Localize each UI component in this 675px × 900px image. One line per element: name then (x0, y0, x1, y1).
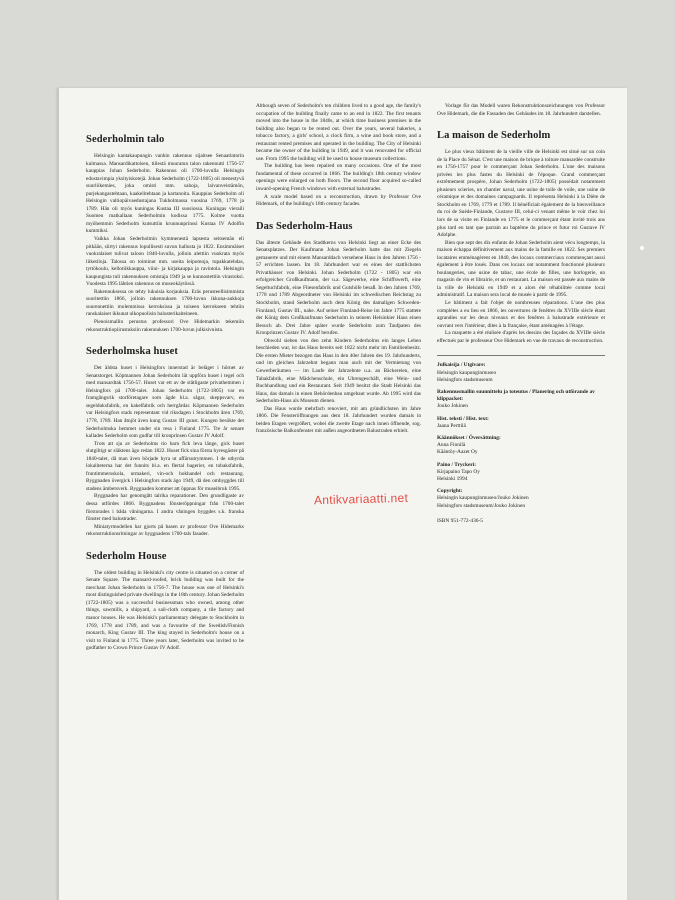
paragraph: The building has been repaired on many occasions. One of the most fundamental of these occurred in 1866. The building's 18th century window openings were enlarged on both floors. The second floor acquired so-called inward-opening French windows with external balustrades. (256, 163, 421, 193)
paragraph: Bien que sept des dix enfants de Johan Sederholm aient vécu longtemps, la maison échappa définitivement aux mains de la famille en 1822. Ses premiers locataires emménagèrent en 1840, des locaux commerciaux commençant aussi également à être loués. Dans ces locaux ont notamment fonctionné plusieurs boulangeries, une usine de tabac, une école de filles, une horlogerie, un magasin de vin et librairie, et un restaurant. La maison est passée aux mains de la ville de Helsinki en 1949 et a alors été réhabilitée comme local administratif. La maison sera local de musée à partir de 1995. (437, 239, 605, 299)
divider (437, 355, 605, 356)
paragraph: Rakennuksessa on tehty lukuisia korjauksia. Eräs perusteellisimmista suoritettiin 1866, jolloin rakennuksen 1700-luvun ikkuna-aukkoja suurennettiin molemmissa kerroksissa ja toiseen kerrokseen tehtiin ranskalaiset ikkunat ulkopuolisin balusterikaiteineen. (86, 288, 244, 318)
punch-hole (640, 246, 644, 250)
credit-label: Paino / Tryckeri: (437, 461, 477, 468)
credits (437, 362, 605, 525)
credit-value: Anna Finnilä (437, 442, 466, 449)
column-1 (86, 134, 244, 653)
paragraph: Det äldsta huset i Helsingfors innerstad är beläget i hörnet av Senatstorget. Köpmannen Johan Sederholm lät uppföra huset i tegel och med mansardtak 1756-57. Huset var ett av de ståtligaste privathemmen i Helsingfors på 1700-talet. Johan Sederholm (1722-1805) var en framgångsrik storföretagare som ägde bl.a. sågar, skeppsvarv, en segelduksfabrik, en kakelfabrik och herrgårdar. Köpmannen Sederholm var Helsingfors stads representant vid riksdagen i Stockholm åren 1769, 1778, 1789. Han åtnjöt även kung Gustav III gunst. Kungen besökte det Sederholmska hemmet under sin resa i Finland 1775. Tre år senare kallades Sederholm som gudfar till kronprinsen Gustav IV Adolf. (86, 365, 244, 440)
credit-label: Käännökset / Översättning: (437, 434, 501, 441)
watermark-text: Antikvariaatti.net (313, 490, 409, 508)
document-page (58, 88, 627, 900)
column-2 (256, 103, 421, 436)
section-swedish (86, 346, 244, 539)
credit-value: Jouko Jokinen (437, 403, 468, 410)
credit-value: Helsingfors stadsmuseum/Jouko Jokinen (437, 502, 526, 509)
paragraph: Vaikka Johan Sederholmin kymmenestä lapsesta seitsemän eli pitkään, siirtyi rakennus lopullisesti suvun hallusta jo 1822. Ensimmäiset vuokralaiset tulivat taloon 1840-luvulla, jolloin alettiin vuokrata myös liiketiloja. Talossa on toiminut mm. useita leipomoja, tupakkatehdas, tyttökoulu, kellotiikkauppa, viini- ja kirjakauppa ja ravintola. Helsingin kaupungista tuli rakennuksen omistaja 1949 ja se kunnostettiin virastoksi. Vuodesta 1995 lähtien rakennus on museokäytössä. (86, 236, 244, 288)
section-finnish (86, 134, 244, 334)
paragraph: The oldest building in Helsinki's city centre is situated on a corner of Senate Square. The mansard-roofed, brick building was built for the merchant Johan Sederholm in 1756-7. The house was one of Helsinki's most distinguished private dwellings in the 18th century. Johan Sederholm (1722-1805) was a successful businessman who owned, among other things, sawmills, a shipyard, a sail-cloth company, a tile factory and manor houses. He was Helsinki's parliamentary delegate to Stockholm in 1769, 1778 and 1789, and was a favourite of the Swedish/Finnish monarch, King Gustav III. The king stayed in Sederholm's house on a visit to Finland in 1775. Three years later, Sederholm was invited to be godfather to Crown Prince Gustav IV Adolf. (86, 569, 244, 652)
column-3 (437, 103, 605, 530)
credit-value: Helsingfors stadsmuseum (437, 376, 493, 383)
paragraph: Although seven of Sederholm's ten children lived to a good age, the family's occupation of the building finally came to an end in 1822. The first tenants moved into the house in the 1840s, at which time business premises in the building also began to be rented out. Over the years, several bakeries, a tobacco factory, a girls' school, a clock firm, a wine and book store, and a restaurant rented premises and operated in the building. The City of Helsinki became the owner of the building in 1949, and it was renovated for official use. From 1995 the building will be used to house museum collections. (256, 103, 421, 162)
paragraph: Pienoismallin perustus professori Ove Hidemarkin tekemiin rekonstruktiopiirustuksiin rakennuksen 1700-luvun julkisivuista. (86, 319, 244, 333)
credit-value: Kääntöy-Aazet Oy (437, 449, 478, 456)
credit-value: Helsinki 1994 (437, 475, 468, 482)
heading-swedish: Sederholmska huset (86, 346, 178, 358)
paragraph: Vorlage für das Modell waren Rekonstruktionszeichnungen von Professor Ove Hidemark, die die Fassaden des Gebäudes im 18. Jahrhundert darstellen. (437, 103, 605, 117)
credit-label: Hist. teksti / Hist. text: (437, 415, 489, 422)
section-french (437, 130, 605, 345)
credit-value: Helsingin kaupunginmuseo/Jouko Jokinen (437, 495, 529, 502)
credit-value: Helsingin kaupunginmuseo (437, 369, 497, 376)
paragraph: A scale model based on a reconstruction, drawn by Professor Ove Hidemark, of the building's 18th century facades. (256, 193, 421, 208)
heading-finnish: Sederholmin talo (86, 134, 165, 145)
credit-value: Kirjapaino Tapo Oy (437, 468, 480, 475)
paragraph: Das älteste Gebäude des Stadtkerns von Helsinki liegt an einer Ecke des Senatsplatzes. Der Kaufmann Johan Sederholm hatte das mit Ziegeln gemauerte und mit einem Mansarddach versehene Haus in den Jahren 1756 - 57 errichten lassen. Im 18. Jahrhundert war es eines der stattlichsten Privathäuser von Helsinki. Johan Sederholm (1722 - 1805) war ein erfolgreicher Großkaufmann, der u.a. Sägewerke, eine Schiffswerft, eine Segeltuchfabrik, eine Fliesenfabrik und Gutshöfe besaß. In den Jahren 1769, 1778 und 1789 Abgeordneter von Helsinki im schwedischen Reichstag zu Stockholm, stand Sederholm auch dem König des damaligen Schweden-Finnland, Gustav III., nahe. Auf seiner Finnland-Reise im Jahre 1775 stattete der König dem Großkaufmann Sederholm in seinem Helsinkier Haus einen Besuch ab. Drei Jahre später wurde Sederholm zum Taufpaten des Kronprinzen Gustav IV. Adolf berufen. (256, 239, 421, 337)
heading-german: Das Sederholm-Haus (256, 220, 353, 232)
paragraph: La maquette a été réalisée d'après les dessins des façades du XVIIIe siècle effectués par le professeur Ove Hidemark en vue de travaux de reconstruction. (437, 330, 605, 344)
credit-value: Jaana Perttilä (437, 422, 466, 429)
section-english (86, 551, 244, 653)
paragraph: Trots att sju av Sederholms tio barn fick leva länge, gick huset slutgiltigt ur släktens ägo redan 1822. Huset fick sina första hyresgäster på 1840-talet, då man även började hyra ut affärsutrymmen. I de uthyrda lokaliteterna har det funnits bl.a. en flertal bagerier, en tobaksfabrik, fruntimmersskola, urmakeri, vin-och bokhandel och restaurang. Byggnaden övergick i Helsingfors stads ägo 1949, då den ombyggdes till stadens ämbetsverk. Byggnaden kommer att öppnas för museibruk 1995. (86, 440, 244, 492)
paragraph: Miniatyrmodellen har gjorts på basen av professor Ove Hidemarks rekonstruktionsritningar av byggnadens 1700-tals fasader. (86, 523, 244, 538)
section-german (256, 221, 421, 436)
paragraph: Obwohl sieben von den zehn Kindern Sederholms ein langes Leben beschieden war, ist das Haus bereits seit 1822 nicht mehr im Familienbesitz. Die ersten Mieter bezogen das Haus in den 40er Jahren des 19. Jahrhunderts, und im gleichen Jahrzehnt begann man auch mit der Vermietung von Gewerberäumen — im Laufe der Jahrzehnte u.a. an Bäckereien, eine Tabakfabrik, eine Mädchenschule, ein Uhrengeschäft, eine Wein- und Buchhandlung und ein Restaurant. Seit 1949 besitzt die Stadt Helsinki das Haus, das damals in einen Behördenbau umgebaut wurde. Ab 1995 wird das Sederholm-Haus als Museum dienen. (256, 337, 421, 405)
credit-label: Julkaisija / Utgivare: (437, 362, 486, 369)
heading-french: La maison de Sederholm (437, 130, 551, 142)
isbn: ISBN 951-772-436-5 (437, 517, 483, 524)
credit-label: Copyright: (437, 488, 463, 495)
paragraph: Le bâtiment a fait l'objet de nombreuses réparations. L'une des plus complètes a eu lieu en 1866, les ouvertures de fenêtres du XVIIIe siècle étant agrandies sur les deux niveaux et des fenêtres à balustrade extérieure et ouvrant vers l'intérieur, dites à la française, étant aménagées à l'étage. (437, 300, 605, 329)
credit-label: Rakennusmallin suunnittelu ja toteutus / Planering och utförande av klippacket: (437, 388, 595, 403)
paragraph: Das Haus wurde mehrfach renoviert, mit am gründlichsten im Jahre 1866. Die Fensteröffnungen aus dem 18. Jahrhundert wurden damals in beiden Etagen vergrößert, wobei die zweite Etage nach innen öffnende, sog. französische Balkonfenster mit außen angeordneten Balustraden erhielt. (256, 405, 421, 435)
paragraph: Le plus vieux bâtiment de la vieille ville de Helsinki est situé sur un coin de la Place du Sénat. C'est une maison de brique à toiture mansardée construite en 1756-1757 pour le commerçant Johan Sederholm. L'une des maisons privées les plus fastes du Helsinki de l'époque. Grand commerçant extrêmement prospère, Johan Sederholm (1722-1805) possédait notamment plusieurs scieries, un chantier naval, une usine de toile de voile, une usine de céramique et des domaines campagnards. Il représenta Helsinki à la Diète de Stockholm en 1769, 1779 et 1789. Il bénéficiait également de la bienveillance du roi de Suède-Finlande, Gustave III, celui-ci venant même le voir chez lui lors de sa visite en Finlande en 1775 et le commerçant étant invité trois ans plus tard en tant que parrain au baptême du prince et futur roi Gustave IV Adolphe. (437, 149, 605, 239)
heading-english: Sederholm House (86, 550, 167, 562)
paragraph: Helsingin kantakaupungin vanhin rakennus sijaitsee Senaatintorin kulmassa. Mansardikattoisen, tiilestä muuratun talon rakennutti 1756-57 kauppias Johan Sederholm. Rakennus oli 1700-luvulla Helsingin edustavimpia yksityiskotejä. Johan Sederholm (1722-1805) oli menestyvä suurliikemies, joka omisti mm. sahoja, laivanveistämön, purjekangastehtaan, kaakelitehtaan ja kartanoita. Kauppias Sederholm oli Helsingin valtiopäivaedustajana Tukholmassa vuosina 1769, 1778 ja 1789. Hän oli myös kuningas Kustaa III suosiossa. Kuningas vieraili Suomen matkallaan Sederholmin kodissa 1775. Kolme vuotta myöhemmin Sederholm kutsuttiin kruununprinssi Kustaa IV Adolfin kummiksi. (86, 153, 244, 235)
paragraph: Byggnaden har genomgått talrika reparationer. Den grundligaste av dessa utfördes 1866. Byggnadens fönsteröppningar från 1700-talet förstorades i båda våningarna. I andra våningen byggdes s.k. franska fönster med balustrader. (86, 493, 244, 523)
